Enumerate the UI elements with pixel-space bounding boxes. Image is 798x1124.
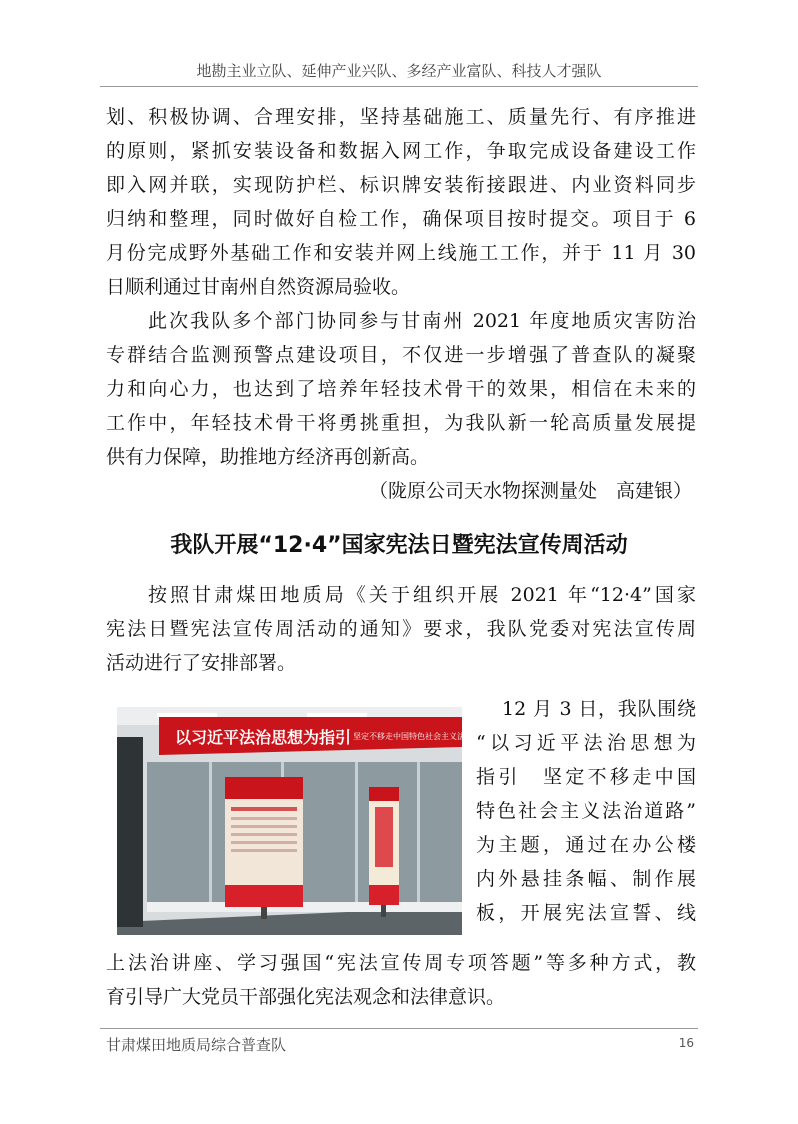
text-line: 活动进行了安排部署。 <box>106 652 297 674</box>
text-line: 供有力保障，助推地方经济再创新高。 <box>106 446 430 468</box>
banner-subtext: 坚定不移走中国特色社会主义法治道路 <box>353 732 489 741</box>
text-line: 为主题，通过在办公楼 <box>476 834 696 856</box>
running-header: 地勘主业立队、延伸产业兴队、多经产业富队、科技人才强队 <box>196 62 602 80</box>
paragraph-4-continued <box>106 946 696 1014</box>
paragraph-1 <box>106 100 696 304</box>
text-line: 育引导广大党员干部强化宪法观念和法律意识。 <box>106 986 506 1008</box>
text-line: 指引 坚定不移走中国 <box>476 766 696 788</box>
text-line: 专群结合监测预警点建设项目，不仅进一步增强了普查队的凝聚 <box>106 344 696 366</box>
paragraph-2 <box>106 304 696 508</box>
text-line: 力和向心力，也达到了培养年轻技术骨干的效果，相信在未来的 <box>106 378 696 400</box>
text-line: 即入网并联，实现防护栏、标识牌安装衔接跟进、内业资料同步 <box>106 174 696 196</box>
text-line: 日顺利通过甘南州自然资源局验收。 <box>106 276 411 298</box>
text-line: 宪法日暨宪法宣传周活动的通知》要求，我队党委对宪法宣传周 <box>106 618 696 640</box>
event-photo <box>117 707 489 935</box>
page-number: 16 <box>678 1036 694 1050</box>
text-line: 此次我队多个部门协同参与甘南州 2021 年度地质灾害防治 <box>148 310 696 332</box>
text-line: 特色社会主义法治道路” <box>476 800 696 822</box>
text-line: 月份完成野外基础工作和安装并网上线施工工作，并于 11 月 30 <box>106 242 696 264</box>
paragraph-4-wrapped <box>476 692 696 930</box>
author-signature: （陇原公司天水物探测量处 高建银） <box>368 480 692 502</box>
text-line: 12 月 3 日，我队围绕 <box>502 698 696 720</box>
text-line: 上法治讲座、学习强国“宪法宣传周专项答题”等多种方式，教 <box>106 952 696 974</box>
text-line: 按照甘肃煤田地质局《关于组织开展 2021 年“12·4”国家 <box>148 584 696 606</box>
header-divider <box>100 86 698 87</box>
text-line: 划、积极协调、合理安排，坚持基础施工、质量先行、有序推进 <box>106 106 696 128</box>
text-line: 工作中，年轻技术骨干将勇挑重担，为我队新一轮高质量发展提 <box>106 412 696 434</box>
text-line: 板，开展宪法宣誓、线 <box>476 902 696 924</box>
footer-organization: 甘肃煤田地质局综合普查队 <box>106 1036 287 1054</box>
text-line: 的原则，紧抓安装设备和数据入网工作，争取完成设备建设工作 <box>106 140 696 162</box>
footer-divider <box>100 1028 698 1029</box>
article-title: 我队开展“12·4”国家宪法日暨宪法宣传周活动 <box>170 533 628 558</box>
text-line: 归纳和整理，同时做好自检工作，确保项目按时提交。项目于 6 <box>106 208 696 230</box>
text-line: “以习近平法治思想为 <box>476 732 696 754</box>
paragraph-3 <box>106 578 696 680</box>
text-line: 内外悬挂条幅、制作展 <box>476 868 696 890</box>
banner-text: 以习近平法治思想为指引 <box>175 728 352 747</box>
